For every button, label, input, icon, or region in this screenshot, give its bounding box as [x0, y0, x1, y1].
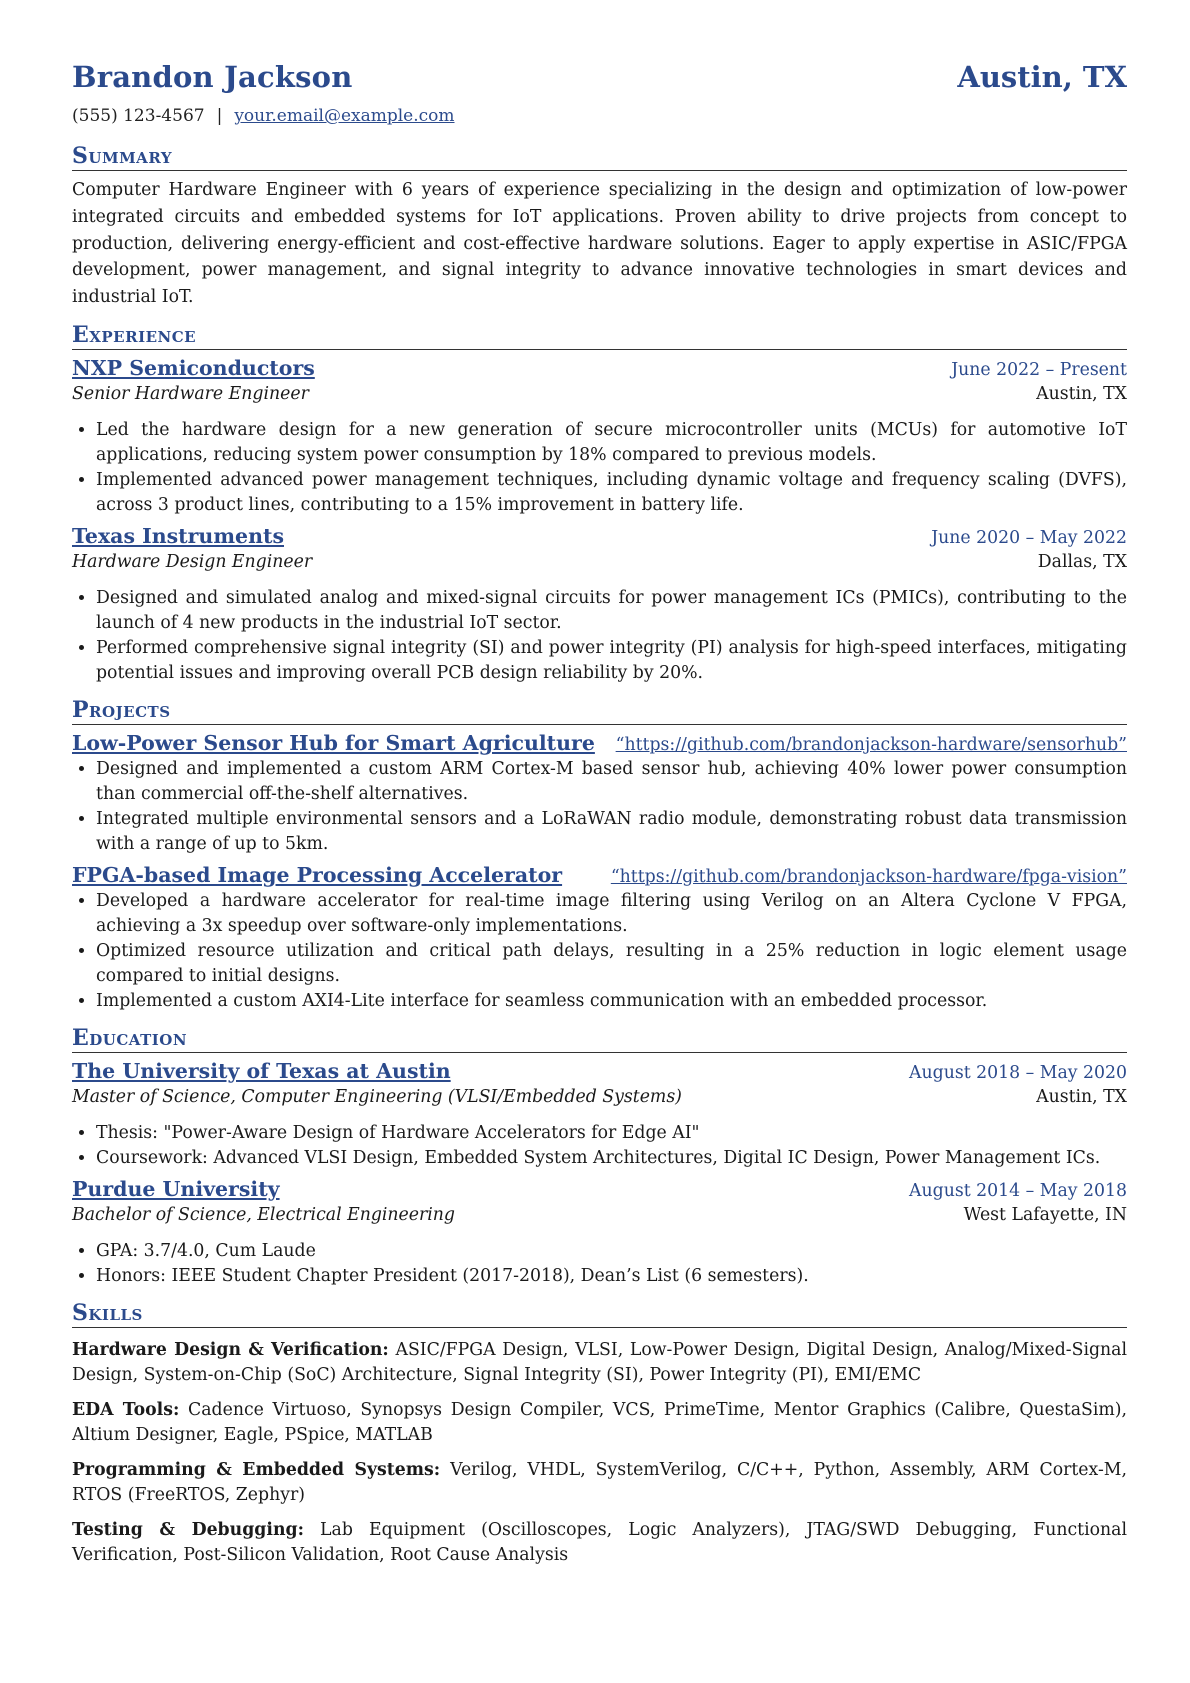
section-title-projects: Projects: [72, 696, 1127, 725]
job-title: Hardware Design Engineer: [72, 551, 313, 572]
bullet-item: • GPA: 3.7/4.0, Cum Laude: [96, 1239, 1127, 1264]
entry-location: Dallas, TX: [1037, 551, 1127, 572]
bullet-item: • Implemented advanced power management techniques, including dynamic voltage and frequency scaling (DVFS), across 3 product lines, contributing to a 15% improvement in battery life.: [96, 468, 1127, 518]
job-title: Senior Hardware Engineer: [72, 383, 309, 404]
project-repo-link[interactable]: “https://github.com/brandonjackson-hardware/sensorhub”: [615, 734, 1127, 755]
school-link[interactable]: The University of Texas at Austin: [72, 1058, 451, 1083]
bullet-item: • Led the hardware design for a new generation of secure microcontroller units (MCUs) for automotive IoT applications, reducing system power consumption by 18% compared to previous models.: [96, 418, 1127, 468]
company-link[interactable]: NXP Semiconductors: [72, 355, 315, 380]
entry-location: Austin, TX: [1036, 383, 1127, 404]
contact-separator: |: [216, 106, 223, 126]
project-name-link[interactable]: Low-Power Sensor Hub for Smart Agriculture: [72, 730, 595, 755]
header: [72, 60, 1127, 102]
email-link[interactable]: your.email@example.com: [234, 106, 455, 126]
school-link[interactable]: Purdue University: [72, 1176, 280, 1201]
bullet-list: [72, 757, 1127, 857]
header-location: Austin, TX: [957, 60, 1127, 94]
skill-value: Lab Equipment (Oscilloscopes, Logic Analyzers), JTAG/SWD Debugging, Functional Verification, Post-Silicon Validation, Root Cause Analysis: [72, 1519, 1127, 1565]
project-entry: [72, 731, 1127, 857]
skill-label: EDA Tools:: [72, 1399, 180, 1420]
bullet-list: [72, 418, 1127, 518]
skill-label: Hardware Design & Verification:: [72, 1339, 389, 1360]
bullet-item: • Designed and simulated analog and mixed-signal circuits for power management ICs (PMICs), contributing to the launch of 4 new products in the industrial IoT sector.: [96, 586, 1127, 636]
bullet-item: • Designed and implemented a custom ARM Cortex-M based sensor hub, achieving 40% lower power consumption than commercial off-the-shelf alternatives.: [96, 757, 1127, 807]
project-name-link[interactable]: FPGA-based Image Processing Accelerator: [72, 862, 563, 887]
bullet-item: • Thesis: "Power-Aware Design of Hardware Accelerators for Edge AI": [96, 1121, 1127, 1146]
contact-line: [72, 106, 1127, 132]
section-title-summary: Summary: [72, 142, 1127, 171]
bullet-item: • Implemented a custom AXI4-Lite interface for seamless communication with an embedded processor.: [96, 989, 1127, 1014]
skill-row: [72, 1458, 1127, 1508]
entry-location: West Lafayette, IN: [963, 1204, 1127, 1225]
bullet-item: • Honors: IEEE Student Chapter President (2017-2018), Dean’s List (6 semesters).: [96, 1264, 1127, 1289]
skill-label: Programming & Embedded Systems:: [72, 1459, 441, 1480]
skill-row: [72, 1398, 1127, 1448]
phone: (555) 123-4567: [72, 106, 205, 126]
bullet-item: • Coursework: Advanced VLSI Design, Embedded System Architectures, Digital IC Design, Power Management ICs.: [96, 1146, 1127, 1171]
skill-row: [72, 1338, 1127, 1388]
summary-text: Computer Hardware Engineer with 6 years of experience specializing in the design and optimization of low-power integrated circuits and embedded systems for IoT applications. Proven ability to drive projects from concept to production, delivering energy-efficient and cost-effective hardware solutions. Eager to apply expertise in ASIC/FPGA development, power management, and signal integrity to advance innovative technologies in smart devices and industrial IoT.: [72, 180, 1127, 308]
project-repo-link[interactable]: “https://github.com/brandonjackson-hardware/fpga-vision”: [610, 866, 1127, 887]
section-title-skills: Skills: [72, 1299, 1127, 1328]
bullet-list: [72, 586, 1127, 686]
degree: Bachelor of Science, Electrical Engineering: [72, 1204, 455, 1225]
skill-value: Verilog, VHDL, SystemVerilog, C/C++, Python, Assembly, ARM Cortex-M, RTOS (FreeRTOS, Zephyr): [72, 1459, 1127, 1505]
bullet-item: • Optimized resource utilization and critical path delays, resulting in a 25% reduction in logic element usage compared to initial designs.: [96, 939, 1127, 989]
education-entry: [72, 1177, 1127, 1289]
experience-entry: [72, 524, 1127, 686]
candidate-name: Brandon Jackson: [72, 60, 353, 94]
entry-dates: August 2018 – May 2020: [909, 1062, 1127, 1083]
project-entry: [72, 863, 1127, 1014]
degree: Master of Science, Computer Engineering (VLSI/Embedded Systems): [72, 1086, 682, 1107]
entry-dates: June 2022 – Present: [951, 359, 1127, 380]
skill-row: [72, 1518, 1127, 1568]
bullet-list: [72, 1121, 1127, 1171]
entry-dates: June 2020 – May 2022: [931, 527, 1127, 548]
bullet-list: [72, 1239, 1127, 1289]
resume-page: [72, 60, 1127, 1568]
skill-value: Cadence Virtuoso, Synopsys Design Compiler, VCS, PrimeTime, Mentor Graphics (Calibre, QuestaSim), Altium Designer, Eagle, PSpice, MATLAB: [72, 1399, 1128, 1445]
entry-dates: August 2014 – May 2018: [909, 1180, 1127, 1201]
education-entry: [72, 1059, 1127, 1171]
bullet-item: • Integrated multiple environmental sensors and a LoRaWAN radio module, demonstrating robust data transmission with a range of up to 5km.: [96, 807, 1127, 857]
entry-location: Austin, TX: [1036, 1086, 1127, 1107]
company-link[interactable]: Texas Instruments: [72, 523, 284, 548]
bullet-item: • Performed comprehensive signal integrity (SI) and power integrity (PI) analysis for high-speed interfaces, mitigating potential issues and improving overall PCB design reliability by 20%.: [96, 636, 1127, 686]
experience-entry: [72, 356, 1127, 518]
section-title-experience: Experience: [72, 321, 1127, 350]
bullet-list: [72, 889, 1127, 1014]
skill-value: ASIC/FPGA Design, VLSI, Low-Power Design, Digital Design, Analog/Mixed-Signal Design, System-on-Chip (SoC) Architecture, Signal Integrity (SI), Power Integrity (PI), EMI/EMC: [72, 1339, 1127, 1385]
skill-label: Testing & Debugging:: [72, 1519, 304, 1540]
bullet-item: • Developed a hardware accelerator for real-time image filtering using Verilog on an Altera Cyclone V FPGA, achieving a 3x speedup over software-only implementations.: [96, 889, 1127, 939]
section-title-education: Education: [72, 1024, 1127, 1053]
